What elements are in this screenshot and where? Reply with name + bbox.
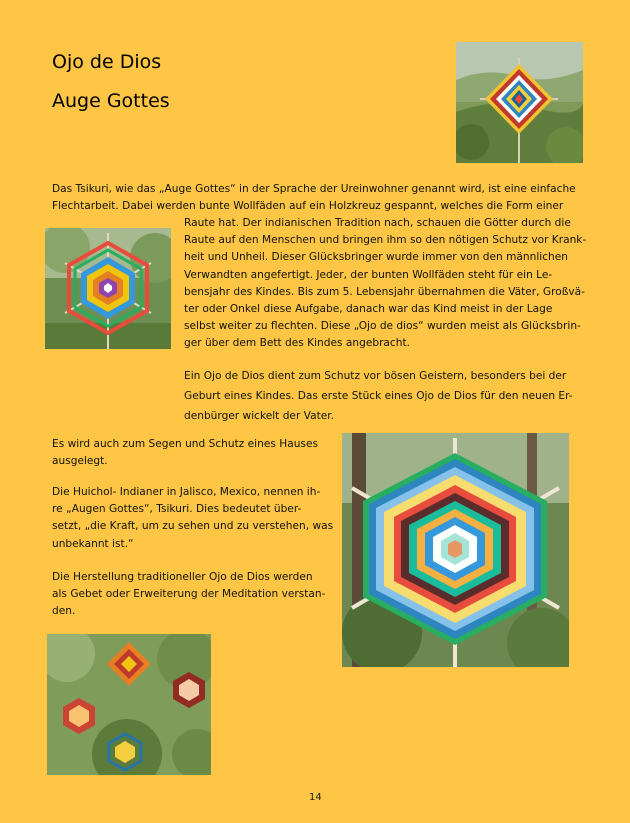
photo-hexagon-ojo-large — [342, 433, 569, 667]
wrap-line-2: Raute auf den Menschen und bringen ihm so den nötigen Schutz vor Krank- — [184, 234, 587, 247]
photo-hexagon-ojo-left — [45, 228, 171, 349]
prayer-line-1: Die Herstellung traditioneller Ojo de Dios werden — [52, 571, 313, 583]
intro-line-2: Flechtarbeit. Dabei werden bunte Wollfäden auf ein Holzkreuz gespannt, welches die Form einer — [52, 200, 564, 212]
house-line-2: ausgelegt. — [52, 455, 108, 468]
wrap-line-7: selbst weiter zu flechten. Diese „Ojo de dios“ wurden meist als Glücksbrin- — [184, 320, 581, 333]
photo-several-ojos-bushes — [47, 634, 211, 775]
huichol-line-4: unbekannt ist.“ — [52, 537, 134, 550]
house-line-1: Es wird auch zum Segen und Schutz eines Hauses — [52, 438, 318, 450]
intro-line-1: Das Tsikuri, wie das „Auge Gottes“ in der Sprache der Ureinwohner genannt wird, ist eine einfache — [52, 183, 576, 195]
wrap-line-4: Verwandten angefertigt. Jeder, der bunten Wollfäden steht für ein Le- — [184, 268, 553, 281]
huichol-line-2: re „Augen Gottes“, Tsikuri. Dies bedeutet über- — [52, 503, 302, 516]
page-title-german: Auge Gottes — [52, 90, 170, 112]
protect-line-3: denbürger wickelt der Vater. — [184, 410, 335, 422]
page-number: 14 — [309, 792, 322, 803]
huichol-line-1: Die Huichol- Indianer in Jalisco, Mexico, nennen ih- — [52, 486, 321, 498]
page-title-spanish: Ojo de Dios — [52, 51, 162, 73]
huichol-line-3: setzt, „die Kraft, um zu sehen und zu verstehen, was — [52, 520, 334, 533]
photo-ojo-de-dios-landscape — [456, 42, 583, 163]
prayer-line-3: den. — [52, 605, 76, 618]
wrap-line-6: ter oder Onkel diese Aufgabe, danach war das Kind meist in der Lage — [184, 303, 553, 316]
wrap-line-5: bensjahr des Kindes. Bis zum 5. Lebensjahr übernahmen die Väter, Großvä- — [184, 285, 585, 298]
wrap-line-8: ger über dem Bett des Kindes angebracht. — [184, 337, 410, 350]
wrap-line-3: heit und Unheil. Dieser Glücksbringer wurde immer von den männlichen — [184, 251, 568, 264]
wrap-line-1: Raute hat. Der indianischen Tradition nach, schauen die Götter durch die — [184, 217, 571, 229]
prayer-line-2: als Gebet oder Erweiterung der Meditation verstan- — [52, 588, 326, 601]
protect-line-1: Ein Ojo de Dios dient zum Schutz vor bösen Geistern, besonders bei der — [184, 370, 567, 382]
protect-line-2: Geburt eines Kindes. Das erste Stück eines Ojo de Dios für den neuen Er- — [184, 390, 573, 402]
